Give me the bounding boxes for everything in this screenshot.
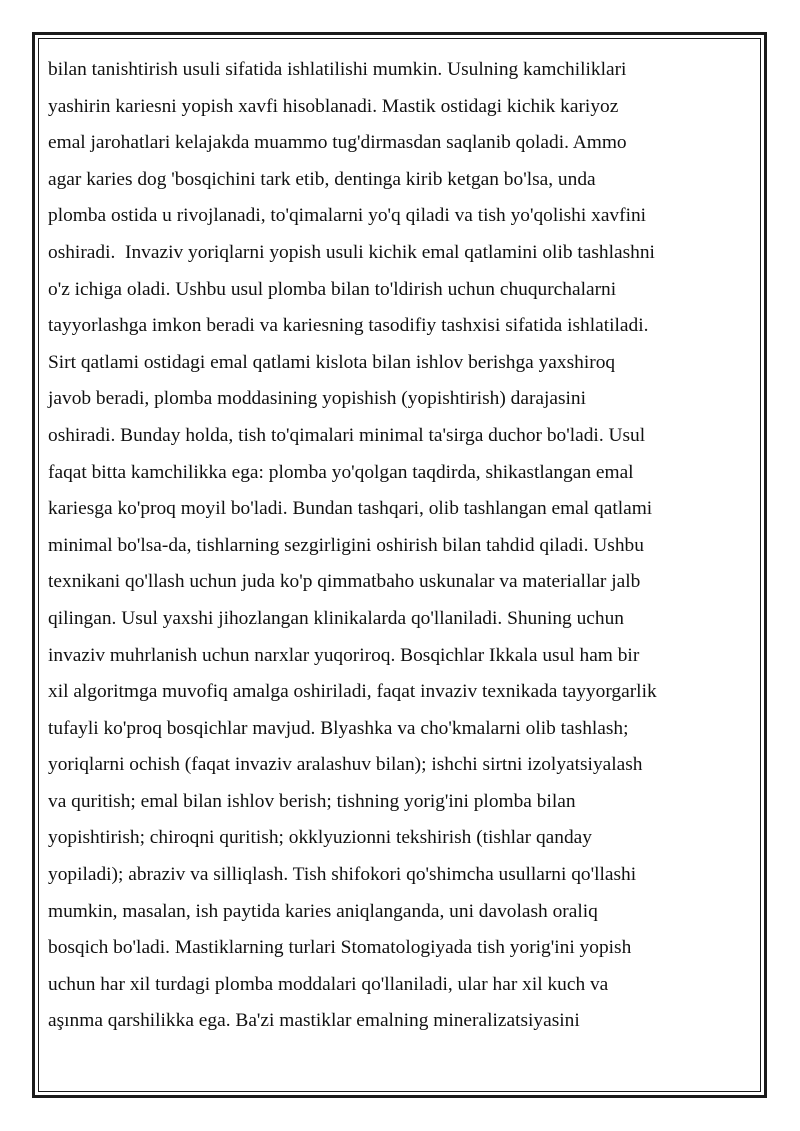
text-line: yashirin kariesni yopish xavfi hisoblanadi. Mastik ostidagi kichik kariyoz [48, 95, 619, 117]
text-line: texnikani qo'llash uchun juda ko'p qimmatbaho uskunalar va materiallar jalb [48, 571, 641, 593]
document-body [48, 52, 748, 1040]
text-line: oshiradi. Invaziv yoriqlarni yopish usuli kichik emal qatlamini olib tashlashni [48, 241, 655, 263]
text-line: mumkin, masalan, ish paytida karies aniqlanganda, uni davolash oraliq [48, 900, 598, 922]
text-line: agar karies dog 'bosqichini tark etib, dentinga kirib ketgan bo'lsa, unda [48, 168, 596, 190]
text-line: faqat bitta kamchilikka ega: plomba yo'qolgan taqdirda, shikastlangan emal [48, 461, 634, 483]
text-line: aşınma qarshilikka ega. Ba'zi mastiklar emalning mineralizatsiyasini [48, 1010, 580, 1032]
text-line: Sirt qatlami ostidagi emal qatlami kislota bilan ishlov berishga yaxshiroq [48, 351, 616, 373]
text-line: yopiladi); abraziv va silliqlash. Tish shifokori qo'shimcha usullarni qo'llashi [48, 864, 637, 886]
text-line: tayyorlashga imkon beradi va kariesning tasodifiy tashxisi sifatida ishlatiladi. [48, 315, 649, 337]
text-line: uchun har xil turdagi plomba moddalari qo'llaniladi, ular har xil kuch va [48, 973, 609, 995]
text-line: tufayli ko'proq bosqichlar mavjud. Blyashka va cho'kmalarni olib tashlash; [48, 717, 629, 739]
text-line: bilan tanishtirish usuli sifatida ishlatilishi mumkin. Usulning kamchiliklari [48, 59, 627, 80]
text-line: o'z ichiga oladi. Ushbu usul plomba bilan to'ldirish uchun chuqurchalarni [48, 278, 617, 300]
text-line: yoriqlarni ochish (faqat invaziv aralashuv bilan); ishchi sirtni izolyatsiyalash [48, 754, 643, 776]
text-line: xil algoritmga muvofiq amalga oshiriladi, faqat invaziv texnikada tayyorgarlik [48, 681, 657, 703]
text-line: va quritish; emal bilan ishlov berish; tishning yorig'ini plomba bilan [48, 790, 576, 812]
text-line: javob beradi, plomba moddasining yopishish (yopishtirish) darajasini [48, 388, 587, 410]
text-line: bosqich bo'ladi. Mastiklarning turlari Stomatologiyada tish yorig'ini yopish [48, 937, 632, 959]
text-line: emal jarohatlari kelajakda muammo tug'dirmasdan saqlanib qoladi. Ammo [48, 132, 627, 154]
text-line: kariesga ko'proq moyil bo'ladi. Bundan tashqari, olib tashlangan emal qatlami [48, 498, 653, 520]
text-line: qilingan. Usul yaxshi jihozlangan klinikalarda qo'llaniladi. Shuning uchun [48, 607, 624, 629]
text-line: yopishtirish; chiroqni quritish; okklyuzionni tekshirish (tishlar qanday [48, 827, 592, 849]
text-line: oshiradi. Bunday holda, tish to'qimalari minimal ta'sirga duchor bo'ladi. Usul [48, 424, 646, 446]
text-line: plomba ostida u rivojlanadi, to'qimalarni yo'q qiladi va tish yo'qolishi xavfini [48, 205, 647, 227]
text-line: invaziv muhrlanish uchun narxlar yuqoriroq. Bosqichlar Ikkala usul ham bir [48, 644, 640, 666]
text-line: minimal bo'lsa-da, tishlarning sezgirligini oshirish bilan tahdid qiladi. Ushbu [48, 534, 644, 556]
